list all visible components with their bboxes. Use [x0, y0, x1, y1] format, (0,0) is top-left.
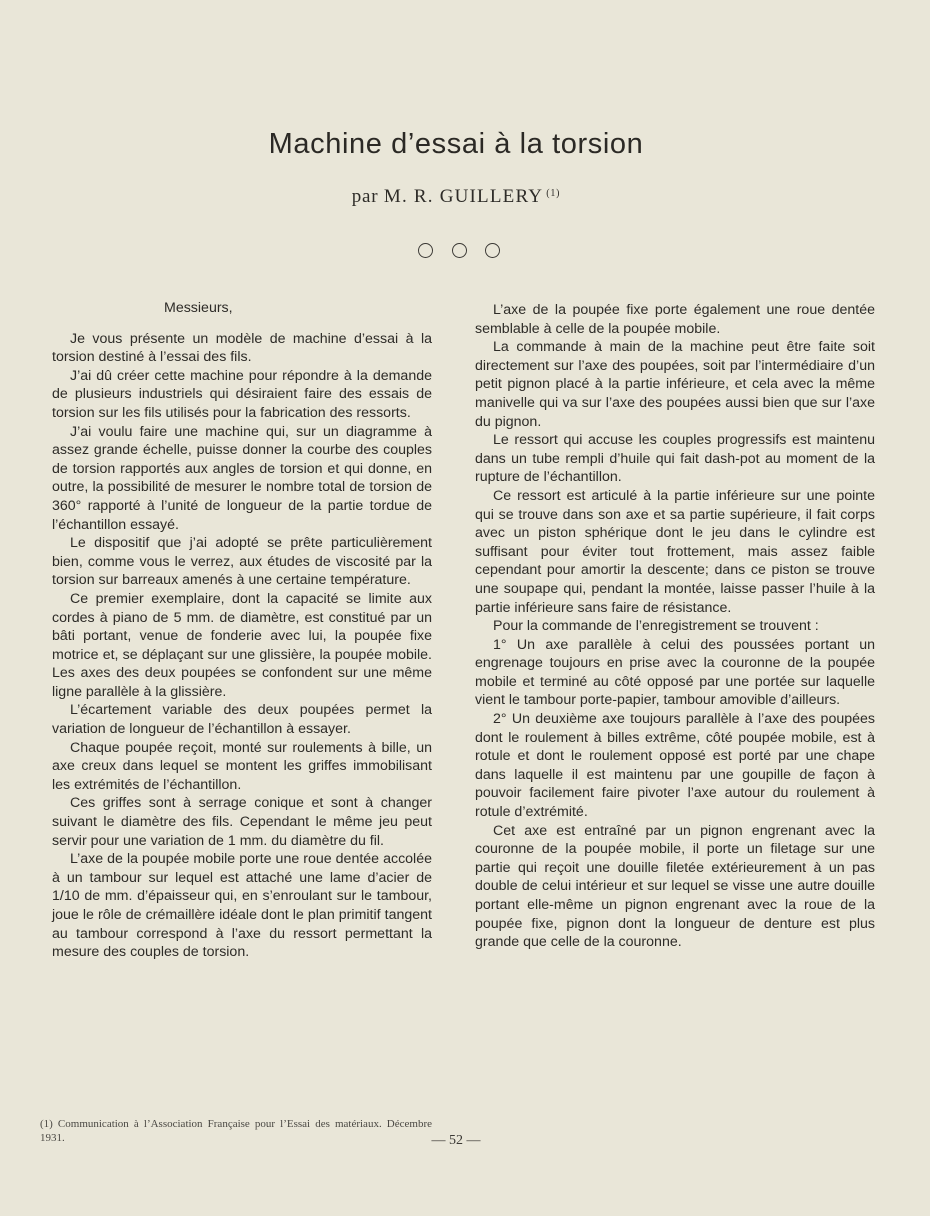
- ornament-circle-icon: [418, 243, 433, 258]
- byline-prefix: par: [351, 186, 379, 207]
- paragraph: 1° Un axe parallèle à celui des poussées portant un engrenage toujours en prise avec la couronne de la poupée mobile et terminé au côté opposé par une portée sur laquelle vient le tambour porte-papier, tambour amovible d’ailleurs.: [475, 636, 875, 709]
- paragraph: Cet axe est entraîné par un pignon engrenant avec la couronne de la poupée mobile, il porte un filetage sur une partie qui reçoit une douille filetée extérieurement à un pas double de celui intérieur et sur lequel se visse une autre douille portant elle-même un pignon engrenant avec la roue de la poupée fixe, pignon dont la longueur de denture est plus grande que celle de la couronne.: [475, 822, 875, 951]
- paragraph: L’axe de la poupée mobile porte une roue dentée accolée à un tambour sur lequel est attaché une lame d’acier de 1/10 de mm. d’épaisseur qui, en s’enroulant sur le tambour, joue le rôle de crémaillère idéale dont le plan primitif tangent au tambour correspond à l’axe du ressort permettant la mesure des couples de torsion.: [52, 851, 432, 961]
- paragraph: Le dispositif que j’ai adopté se prête particulièrement bien, comme vous le verrez, aux études de viscosité par la torsion sur barreaux amenés à une certaine température.: [52, 535, 432, 589]
- salutation: Messieurs,: [164, 300, 233, 316]
- article-title: Machine d’essai à la torsion: [268, 128, 644, 160]
- paragraph: J’ai voulu faire une machine qui, sur un diagramme à assez grande échelle, puisse donner la courbe des couples de torsion rapportés aux angles de torsion et qui donne, en outre, la possibilité de mesurer le nombre total de torsion de 360° rapporté à l’unité de longueur de la partie tordue de l’échantillon essayé.: [52, 423, 432, 533]
- right-column: [475, 301, 875, 952]
- paragraph: Ce ressort est articulé à la partie inférieure sur une pointe qui se trouve dans son axe et sa partie supérieure, il fait corps avec un piston sphérique dont le jeu dans le cylindre est suffisant pour éviter tout frottement, mais assez faible cependant pour amortir la descente; dans ce piston se trouve une soupape qui, pendant la montée, laisse passer l’huile à la partie inférieure sans faire de résistance.: [475, 487, 875, 616]
- paragraph: Le ressort qui accuse les couples progressifs est maintenu dans un tube rempli d’huile qui fait dash-pot au moment de la rupture de l’échantillon.: [475, 432, 875, 486]
- paragraph: Ce premier exemplaire, dont la capacité se limite aux cordes à piano de 5 mm. de diamètre, est constitué par un bâti portant, venue de fonderie avec lui, la poupée fixe motrice et, se déplaçant sur une glissière, la poupée mobile. Les axes des deux poupées se confondent sur une même ligne parallèle à la glissière.: [52, 590, 432, 700]
- page-number: — 52 —: [431, 1133, 481, 1148]
- byline: [0, 186, 912, 208]
- footnote: (1) Communication à l’Association Française pour l’Essai des matériaux. Décembre 1931.: [40, 1118, 432, 1144]
- section-ornament: [418, 243, 500, 263]
- paragraph: Ces griffes sont à serrage conique et sont à changer suivant le diamètre des fils. Cependant le même jeu peut servir pour une variation de 1 mm. du diamètre du fil.: [52, 795, 432, 849]
- footnote-reference: (1): [546, 188, 561, 199]
- paragraph: Je vous présente un modèle de machine d’essai à la torsion destiné à l’essai des fils.: [52, 330, 432, 366]
- paragraph: L’axe de la poupée fixe porte également une roue dentée semblable à celle de la poupée mobile.: [475, 302, 875, 337]
- paragraph: Pour la commande de l’enregistrement se trouvent :: [493, 618, 819, 635]
- paragraph: J’ai dû créer cette machine pour répondre à la demande de plusieurs industriels qui désiraient faire des essais de torsion sur les fils utilisés pour la fabrication des ressorts.: [52, 367, 432, 421]
- paragraph: L’écartement variable des deux poupées permet la variation de longueur de l’échantillon à essayer.: [52, 702, 432, 738]
- paragraph: Chaque poupée reçoit, monté sur roulements à bille, un axe creux dans lequel se montent les griffes immobilisant les extrémités de l’échantillon.: [52, 739, 432, 793]
- paragraph: 2° Un deuxième axe toujours parallèle à l’axe des poupées dont le roulement à billes extrême, côté poupée mobile, est à rotule et dont le roulement opposé est porté par une chape dans laquelle il est maintenu par une goupille de façon à pouvoir facilement faire pivoter l’axe autour du roulement à rotule d’extrémité.: [475, 711, 875, 821]
- paragraph: La commande à main de la machine peut être faite soit directement sur l’axe des poupées, soit par l’intermédiaire d’un petit pignon placé à la partie inférieure, et cela avec la même manivelle qui va sur l’axe des poupées aussi bien que sur l’axe du pignon.: [475, 339, 875, 430]
- ornament-circle-icon: [452, 243, 467, 258]
- byline-author: M. R. GUILLERY: [383, 186, 544, 207]
- left-column: [52, 299, 432, 962]
- ornament-circle-icon: [485, 243, 500, 258]
